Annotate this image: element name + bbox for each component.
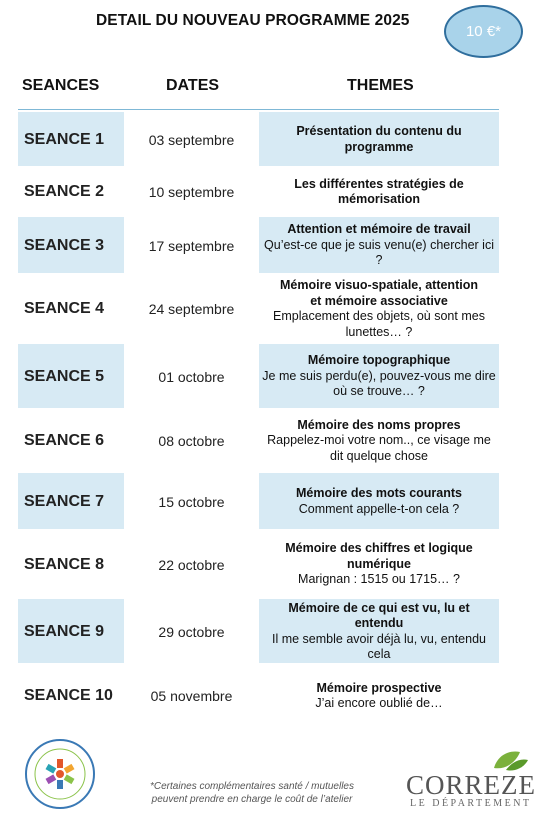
price-badge: 10 €*	[444, 5, 523, 58]
seance-label: SEANCE 9	[24, 622, 105, 640]
header-seances: SEANCES	[22, 77, 100, 94]
correze-subtitle: LE DÉPARTEMENT	[410, 798, 532, 809]
theme-cell	[259, 473, 499, 530]
theme-title: Les différentes stratégies de mémorisation	[294, 176, 464, 206]
theme-title: Présentation du contenu du programme	[296, 124, 462, 154]
session-date: 03 septembre	[148, 131, 235, 148]
session-date: 29 octobre	[158, 623, 225, 640]
header-divider	[18, 109, 499, 110]
session-date: 24 septembre	[148, 301, 235, 317]
seance-label: SEANCE 8	[24, 555, 105, 573]
footnote: *Certaines complémentaires santé / mutuelles peuvent prendre en charge le coût de l’atelier	[150, 781, 354, 805]
session-date: 10 septembre	[148, 184, 235, 200]
header-dates: DATES	[166, 77, 220, 94]
theme-title: Mémoire des mots courants	[295, 486, 462, 500]
session-date: 17 septembre	[148, 237, 235, 254]
theme-title: Mémoire des chiffres et logique numérique	[285, 541, 473, 571]
theme-title: Mémoire prospective	[316, 680, 442, 695]
seance-label: SEANCE 7	[24, 492, 105, 510]
seance-label: SEANCE 2	[24, 183, 105, 200]
theme-cell	[259, 112, 499, 167]
theme-cell	[259, 217, 499, 274]
seance-label: SEANCE 6	[24, 432, 105, 449]
theme-description: Il me semble avoir déjà lu, vu, entendu cela	[271, 631, 486, 661]
seance-label: SEANCE 3	[24, 236, 105, 254]
theme-title: Mémoire de ce qui est vu, lu et entendu	[288, 600, 470, 630]
theme-cell	[259, 167, 499, 217]
seance-label: SEANCE 5	[24, 367, 105, 385]
theme-title: Mémoire visuo-spatiale, attention et mémoire associative	[280, 278, 478, 308]
page-title: DETAIL DU NOUVEAU PROGRAMME 2025	[96, 12, 410, 29]
theme-cell	[259, 344, 499, 409]
theme-description: Qu’est-ce que je suis venu(e) chercher ici ?	[264, 237, 494, 268]
seance-label: SEANCE 10	[24, 687, 113, 704]
theme-description: Comment appelle-t-on cela ?	[298, 501, 460, 516]
theme-cell	[259, 409, 499, 473]
theme-description: Emplacement des objets, où sont mes lunettes… ?	[273, 309, 485, 339]
theme-title: Mémoire topographique	[307, 353, 451, 368]
session-date: 08 octobre	[158, 433, 225, 449]
seance-label: SEANCE 4	[24, 300, 105, 317]
theme-title: Attention et mémoire de travail	[287, 222, 471, 237]
theme-description: J’ai encore oublié de…	[315, 696, 443, 710]
session-date: 15 octobre	[158, 493, 225, 510]
theme-cell	[259, 664, 499, 728]
conference-des-financeurs-logo-icon	[24, 738, 96, 810]
correze-logo	[406, 748, 544, 812]
session-date: 01 octobre	[158, 368, 225, 385]
leaf-icon	[490, 748, 530, 772]
theme-description: Je me suis perdu(e), pouvez-vous me dire où se trouve… ?	[262, 368, 496, 399]
session-date: 05 novembre	[150, 688, 233, 704]
theme-description: Marignan : 1515 ou 1715… ?	[298, 572, 460, 587]
theme-description: Rappelez-moi votre nom.., ce visage me dit quelque chose	[267, 433, 491, 463]
theme-cell	[259, 274, 499, 344]
header-themes: THEMES	[347, 77, 414, 94]
correze-wordmark: CORREZE	[406, 770, 537, 800]
theme-cell	[259, 599, 499, 664]
seance-label: SEANCE 1	[24, 130, 105, 148]
theme-cell	[259, 530, 499, 599]
session-date: 22 octobre	[158, 556, 225, 573]
theme-title: Mémoire des noms propres	[297, 417, 461, 432]
